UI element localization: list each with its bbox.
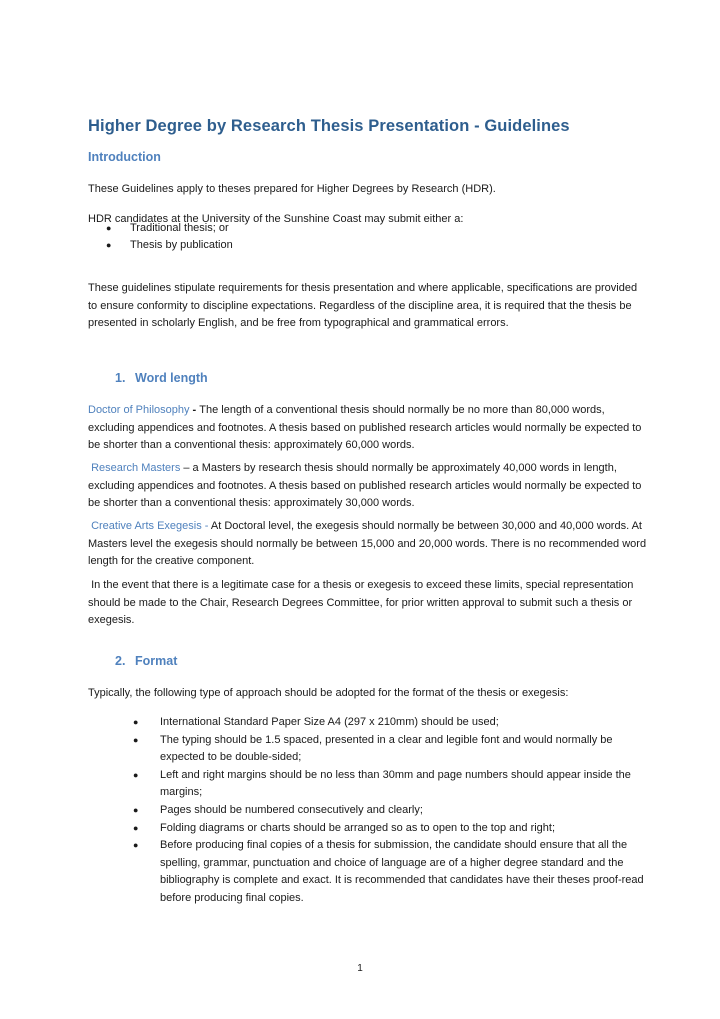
bullet-icon: ● xyxy=(106,240,112,250)
bullet-icon: ● xyxy=(133,734,139,745)
bullet-icon: ● xyxy=(133,840,139,851)
word-length-heading xyxy=(115,371,208,385)
research-masters-label: Research Masters xyxy=(91,462,181,474)
list-item: ● The typing should be 1.5 spaced, presented in a clear and legible font and would normally be expected to be double-sided; xyxy=(133,733,613,764)
format-list xyxy=(135,714,645,908)
creative-arts-paragraph: Creative Arts Exegesis - At Doctoral level, the exegesis should normally be between 30,000 and 40,000 words. At Masters level the exegesis should normally be between 15,000 and 20,000 words. There is no recommended word length for the creative component. xyxy=(88,520,647,568)
doctor-paragraph: Doctor of Philosophy - The length of a conventional thesis should normally be no more than 80,000 words, excluding appendices and footnotes. A thesis based on published research articles would normally be expected to be shorter than a conventional thesis: approximately 60,000 words. xyxy=(88,404,642,452)
bullet-icon: ● xyxy=(133,717,139,727)
format-intro: Typically, the following type of approach should be adopted for the format of the thesis or exegesis: xyxy=(88,687,569,699)
exceed-limits-paragraph: In the event that there is a legitimate case for a thesis or exegesis to exceed these limits, special representation should be made to the Chair, Research Degrees Committee, for prior written approval to submit such a thesis or exegesis. xyxy=(88,579,634,627)
format-heading xyxy=(115,654,177,668)
section-number: 2. xyxy=(115,654,126,668)
bullet-icon: ● xyxy=(133,804,139,815)
list-item: ● International Standard Paper Size A4 (297 x 210mm) should be used; xyxy=(135,714,645,732)
list-item: ● Before producing final copies of a thesis for submission, the candidate should ensure that all the spelling, grammar, punctuation and choice of language are of a higher degree standard and the bibliography is complete and exact. It is recommended that candidates have their theses proof-read before producing final copies. xyxy=(133,839,644,904)
list-item: ● Folding diagrams or charts should be arranged so as to open to the top and right; xyxy=(135,820,645,838)
bullet-icon: ● xyxy=(106,223,112,233)
intro-paragraph-2: HDR candidates at the University of the Sunshine Coast may submit either a: xyxy=(88,213,464,225)
section-number: 1. xyxy=(115,371,126,385)
document-page: Higher Degree by Research Thesis Presentation - Guidelines Introduction These Guidelines apply to theses prepared for Higher Degrees by Research (HDR). HDR candidates at the University of the Sunshine Coast may submit either a: ● Traditional thesis; or ● Thesis by publication These guidelines stipulate requirements for thesis presentation and where applicable, specifications are provided to ensure conformity to discipline expectations. Regardless of the discipline area, it is required that the thesis be presented in scholarly English, and be free from typographical and grammatical errors. 1. Word length Doctor of Philosophy - The length of a conventional thesis should normally be no more than 80,000 words, excluding appendices and footnotes. A thesis based on published research articles would normally be expected to be shorter than a conventional thesis: approximately 60,000 words. Research Masters – a Masters by research thesis should normally be approximately 40,000 words in length, excluding appendices and footnotes. A thesis based on published research articles would normally be expected to be shorter than a conventional thesis: approximately 30,000 words. Creative Arts Exegesis - At Doctoral level, the exegesis should normally be between 30,000 and 40,000 words. At Masters level the exegesis should normally be between 15,000 and 20,000 words. There is no recommended word length for the creative component. In the event that there is a legitimate case for a thesis or exegesis to exceed these limits, special representation should be made to the Chair, Research Degrees Committee, for prior written approval to submit such a thesis or exegesis. 2. Format Typically, the following type of approach should be adopted for the format of the thesis or exegesis: ● International Standard Paper Size A4 (297 x 210mm) should be used; ● The typing should be 1.5 spaced, presented in a clear and legible font and would normally be expected to be double-sided; ● Left and right margins should be no less than 30mm and page numbers should appear inside the margins; ● Pages should be numbered consecutively and clearly; ● Folding diagrams or charts should be arranged so as to open to the top and right; ● Before producing final copies of a thesis for submission, the candidate should ensure that all the spelling, grammar, punctuation and choice of language are of a higher degree standard and the bibliography is complete and exact. It is recommended that candidates have their theses proof-read before producing final copies. 1 xyxy=(88,117,647,974)
intro-paragraph-3: These guidelines stipulate requirements for thesis presentation and where applicable, specifications are provided to ensure conformity to discipline expectations. Regardless of the discipline area, it is required that the thesis be presented in scholarly English, and be free from typographical and grammatical errors. xyxy=(88,282,638,330)
intro-paragraph-1: These Guidelines apply to theses prepared for Higher Degrees by Research (HDR). xyxy=(88,183,496,195)
document-title: Higher Degree by Research Thesis Presentation - Guidelines xyxy=(88,117,570,135)
list-item: ● Left and right margins should be no less than 30mm and page numbers should appear inside the margins; xyxy=(133,768,631,799)
doctor-of-philosophy-label: Doctor of Philosophy xyxy=(88,404,190,416)
section-title: Format xyxy=(135,654,178,668)
creative-arts-label: Creative Arts Exegesis - xyxy=(91,520,209,532)
bullet-icon: ● xyxy=(133,769,139,780)
list-item: ● Pages should be numbered consecutively and clearly; xyxy=(135,802,645,820)
research-masters-paragraph: Research Masters – a Masters by research thesis should normally be approximately 40,000 words in length, excluding appendices and footnotes. A thesis based on published research articles would normally be expected to be shorter than a conventional thesis: approximately 30,000 words. xyxy=(88,462,642,510)
introduction-heading: Introduction xyxy=(88,150,161,164)
page-number: 1 xyxy=(357,963,363,974)
bullet-icon: ● xyxy=(133,822,139,833)
section-title: Word length xyxy=(135,371,208,385)
